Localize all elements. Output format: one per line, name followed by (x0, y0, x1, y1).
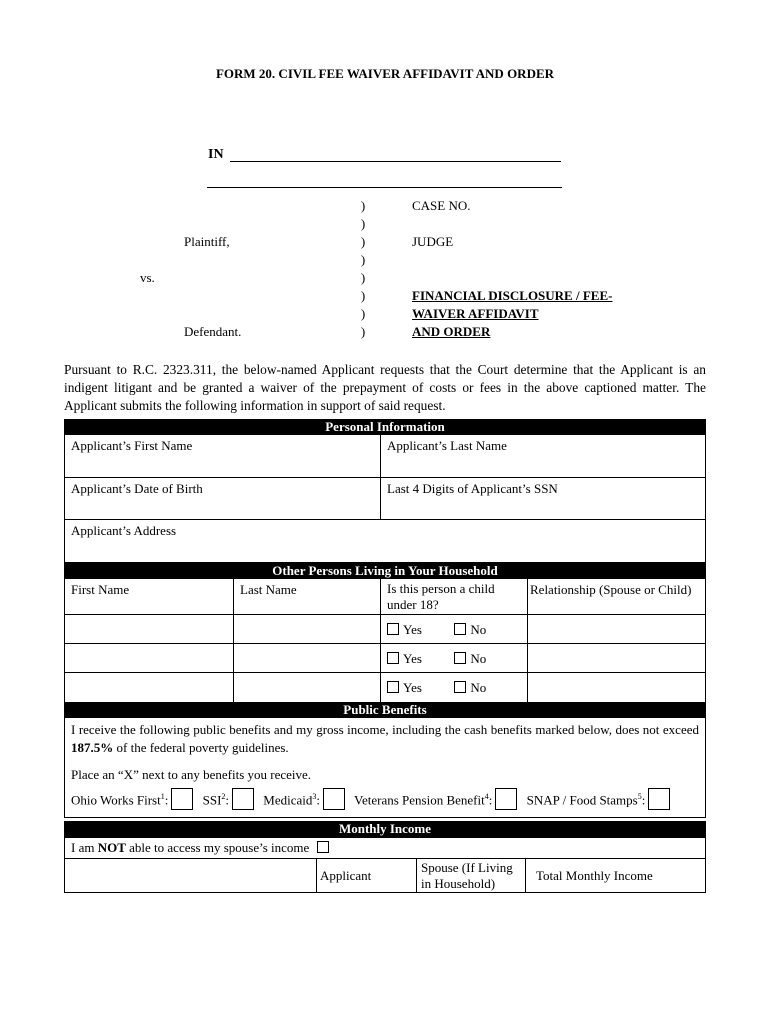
household-row-2-relationship[interactable] (527, 643, 706, 673)
benefits-statement-end: of the federal poverty guidelines. (113, 740, 289, 755)
household-col-child (380, 578, 528, 615)
household-col-last (233, 578, 381, 615)
household-row-2-last[interactable] (233, 643, 381, 673)
case-no-label: CASE NO. (412, 198, 471, 213)
spouse-income-row (64, 837, 706, 859)
snap-checkbox[interactable] (648, 788, 670, 810)
col-child-label-2: under 18? (387, 597, 439, 612)
spouse-income-text: I am (71, 840, 98, 855)
public-benefits-header: Public Benefits (64, 702, 706, 718)
medicaid-label: Medicaid (263, 792, 313, 808)
total-col-label: Total Monthly Income (536, 868, 653, 883)
household-row-3-last[interactable] (233, 672, 381, 703)
personal-info-header: Personal Information (64, 419, 706, 435)
benefits-statement-text: I receive the following public benefits and my gross income, including the cash benefits marked below, does not exceed (71, 722, 699, 737)
household-row-1-first[interactable] (64, 614, 234, 644)
spouse-income-not: NOT (97, 840, 126, 855)
plaintiff-label: Plaintiff, (184, 234, 230, 249)
yes-label: Yes (403, 651, 422, 666)
intro-paragraph: Pursuant to R.C. 2323.311, the below-named Applicant requests that the Court determine that the Applicant is an indigent litigant and be granted a waiver of the prepayment of costs or fees in the above captioned matter. The Applicant submits the following information in support of said request. (64, 362, 706, 413)
household-row-1-last[interactable] (233, 614, 381, 644)
yes-label: Yes (403, 680, 422, 695)
document-title-line-2: WAIVER AFFIDAVIT (412, 306, 539, 321)
household-col-first (64, 578, 234, 615)
veterans-label: Veterans Pension Benefit (354, 792, 485, 808)
col-first-label: First Name (71, 582, 130, 597)
address-field[interactable] (64, 519, 706, 563)
in-label: IN (208, 147, 224, 162)
public-benefits-box (64, 717, 706, 818)
no-label: No (470, 651, 487, 666)
income-col-total (525, 858, 706, 893)
spouse-income-checkbox[interactable] (317, 841, 329, 853)
court-name-line[interactable] (230, 146, 561, 162)
caption-paren: ) (360, 234, 366, 249)
benefits-instruction: Place an “X” next to any benefits you receive. (71, 767, 312, 782)
address-label: Applicant’s Address (71, 523, 177, 538)
footnote-2: 2 (221, 792, 226, 801)
col-child-label-1: Is this person a child (387, 581, 495, 596)
no-label: No (470, 680, 487, 695)
household-row-2-child (380, 643, 528, 673)
footnote-4: 4 (484, 792, 489, 801)
caption-paren: ) (360, 306, 366, 321)
household-row-3-child (380, 672, 528, 703)
court-name-line-2[interactable] (207, 172, 562, 188)
form-title: FORM 20. CIVIL FEE WAIVER AFFIDAVIT AND ORDER (215, 66, 555, 81)
no-checkbox[interactable] (454, 652, 466, 664)
no-label: No (470, 622, 487, 637)
col-last-label: Last Name (240, 582, 297, 597)
ssn-field[interactable] (380, 477, 706, 520)
document-title-line-1: FINANCIAL DISCLOSURE / FEE- (412, 288, 613, 303)
ohio-works-checkbox[interactable] (171, 788, 193, 810)
judge-label: JUDGE (412, 234, 454, 249)
last-name-field[interactable] (380, 434, 706, 478)
ssi-checkbox[interactable] (232, 788, 254, 810)
household-row-1-child (380, 614, 528, 644)
income-col-blank (64, 858, 317, 893)
caption-paren: ) (360, 198, 366, 213)
ssn-label: Last 4 Digits of Applicant’s SSN (387, 481, 558, 496)
spouse-col-label-1: Spouse (If Living (421, 860, 513, 875)
caption-paren: ) (360, 324, 366, 339)
ssi-label: SSI (202, 792, 222, 808)
first-name-field[interactable] (64, 434, 381, 478)
spouse-col-label-2: in Household) (421, 876, 496, 891)
caption-paren: ) (360, 252, 366, 267)
income-col-applicant (316, 858, 417, 893)
no-checkbox[interactable] (454, 681, 466, 693)
household-row-1-relationship[interactable] (527, 614, 706, 644)
monthly-income-header: Monthly Income (64, 821, 706, 837)
medicaid-checkbox[interactable] (323, 788, 345, 810)
dob-field[interactable] (64, 477, 381, 520)
footnote-5: 5 (637, 792, 642, 801)
last-name-label: Applicant’s Last Name (387, 438, 507, 453)
yes-checkbox[interactable] (387, 652, 399, 664)
col-relationship-label: Relationship (Spouse or Child) (530, 582, 692, 597)
benefits-options: Ohio Works First$^1$: SSI$^2$: Medicaid$^3$: Veterans Pension Benefit$^4$: SNAP / Food Stamps$^5$: (71, 788, 699, 810)
income-col-spouse (416, 858, 526, 893)
caption-paren: ) (360, 270, 366, 285)
defendant-label: Defendant. (184, 324, 242, 339)
household-header: Other Persons Living in Your Household (64, 563, 706, 579)
vs-label: vs. (140, 270, 155, 285)
ohio-works-label: Ohio Works First (71, 792, 161, 808)
veterans-checkbox[interactable] (495, 788, 517, 810)
applicant-col-label: Applicant (320, 868, 372, 883)
snap-label: SNAP / Food Stamps (526, 792, 638, 808)
yes-label: Yes (403, 622, 422, 637)
first-name-label: Applicant’s First Name (71, 438, 193, 453)
household-row-2-first[interactable] (64, 643, 234, 673)
dob-label: Applicant’s Date of Birth (71, 481, 203, 496)
footnote-1: 1 (160, 792, 165, 801)
spouse-income-text-end: able to access my spouse’s income (125, 840, 310, 855)
benefits-statement (71, 721, 699, 757)
caption-paren: ) (360, 288, 366, 303)
no-checkbox[interactable] (454, 623, 466, 635)
household-col-relationship (527, 578, 706, 615)
household-row-3-relationship[interactable] (527, 672, 706, 703)
poverty-percent: 187.5% (71, 740, 114, 755)
yes-checkbox[interactable] (387, 681, 399, 693)
footnote-3: 3 (312, 792, 317, 801)
household-row-3-first[interactable] (64, 672, 234, 703)
document-title-line-3: AND ORDER (412, 324, 491, 339)
caption-paren: ) (360, 216, 366, 231)
yes-checkbox[interactable] (387, 623, 399, 635)
